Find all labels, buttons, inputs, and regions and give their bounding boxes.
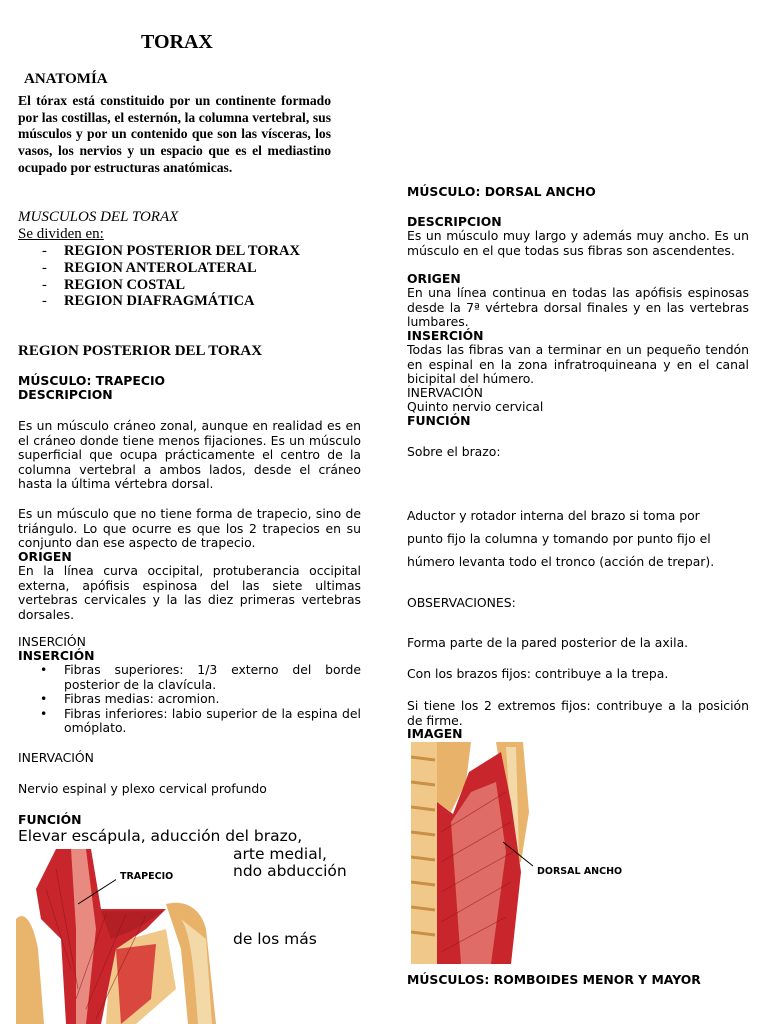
insercion-label: INSERCIÓN: [18, 648, 95, 663]
funcion-line: Aductor y rotador interna del brazo si toma por: [407, 508, 700, 523]
dorsal-origen-label: ORIGEN: [407, 271, 461, 286]
imagen-label: IMAGEN: [407, 726, 463, 741]
funcion-line: punto fijo la columna y tomando por punto fijo el: [407, 531, 711, 546]
dorsal-inervacion-label: INERVACIÓN: [407, 385, 483, 400]
romboides-heading: MÚSCULOS: ROMBOIDES MENOR Y MAYOR: [407, 972, 701, 987]
funcion-fragment-4: de los más: [233, 930, 317, 948]
funcion-fragment-2: arte medial,: [233, 845, 327, 863]
dorsal-ancho-figure: [411, 742, 631, 964]
insercion-label-plain: INSERCIÓN: [18, 634, 86, 649]
trapecio-figure: [16, 849, 232, 1024]
trapecio-heading: MÚSCULO: TRAPECIO: [18, 373, 166, 388]
dorsal-heading: MÚSCULO: DORSAL ANCHO: [407, 184, 596, 199]
insercion-item: • Fibras inferiores: labio superior de la espina del omóplato.: [18, 707, 361, 736]
insercion-list: [18, 663, 361, 736]
dorsal-insercion-label: INSERCIÓN: [407, 328, 484, 343]
descripcion-label: DESCRIPCION: [18, 387, 113, 402]
regions-list: [18, 243, 338, 310]
dorsal-ancho-illustration: [411, 742, 631, 964]
region-item: - REGION DIAFRAGMÁTICA: [18, 293, 338, 310]
anatomy-heading: ANATOMÍA: [24, 71, 108, 87]
origen-text: En la línea curva occipital, protuberancia occipital externa, apófisis espinosa del las siete ultimas vertebras cervicales y la las diez primeras vertebras dorsales.: [18, 563, 361, 622]
observacion-3: Si tiene los 2 extremos fijos: contribuye a la posición de firme.: [407, 698, 749, 728]
inervacion-label: INERVACIÓN: [18, 750, 94, 765]
sobre-brazo: Sobre el brazo:: [407, 444, 501, 459]
dorsal-descripcion-label: DESCRIPCION: [407, 214, 502, 229]
trapecio-illustration: [16, 849, 232, 1024]
trapecio-figure-label: TRAPECIO: [120, 871, 174, 882]
dorsal-origen-text: En una línea continua en todas las apófisis espinosas desde la 7ª vértebra dorsal finales y en las vertebras lumbares.: [407, 285, 749, 330]
funcion-label: FUNCIÓN: [18, 812, 82, 827]
dorsal-desc-text: Es un músculo muy largo y además muy ancho. Es un músculo en el que todas sus fibras son ascendentes.: [407, 228, 749, 258]
anatomy-paragraph: El tórax está constituido por un continente formado por las costillas, el esternón, la columna vertebral, sus músculos y por un contenido que son las vísceras, los vasos, los nervios y un espacio que es el mediastino ocupado por estructuras anatómicas.: [18, 93, 331, 175]
region-item: - REGION POSTERIOR DEL TORAX: [18, 243, 338, 260]
inervacion-text: Nervio espinal y plexo cervical profundo: [18, 781, 267, 796]
posterior-region-heading: REGION POSTERIOR DEL TORAX: [18, 343, 263, 359]
region-item: - REGION COSTAL: [18, 277, 338, 294]
dorsal-figure-label: DORSAL ANCHO: [537, 866, 623, 877]
muscles-heading: MUSCULOS DEL TORAX: [18, 209, 179, 225]
insercion-item: • Fibras medias: acromion.: [18, 692, 361, 707]
trapecio-desc-1: Es un músculo cráneo zonal, aunque en realidad es en el cráneo donde tiene menos fijaciones. Es un músculo superficial que ocupa prácticamente el centro de la columna vertebral a ambos lados, desde el cráneo hasta la última vértebra dorsal.: [18, 418, 361, 492]
observaciones-label: OBSERVACIONES:: [407, 595, 516, 610]
dorsal-inervacion-text: Quinto nervio cervical: [407, 399, 544, 414]
observacion-1: Forma parte de la pared posterior de la axila.: [407, 635, 689, 650]
funcion-line-1: Elevar escápula, aducción del brazo,: [18, 827, 303, 845]
trapecio-desc-2: Es un músculo que no tiene forma de trapecio, sino de triángulo. Lo que ocurre es que los 2 trapecios en su conjunto dan ese aspecto de trapecio.: [18, 506, 361, 551]
page-title: TORAX: [141, 31, 213, 53]
divided-label: Se dividen en:: [18, 226, 104, 242]
funcion-line: húmero levanta todo el tronco (acción de trepar).: [407, 554, 715, 569]
dorsal-funcion-label: FUNCIÓN: [407, 413, 471, 428]
origen-label: ORIGEN: [18, 549, 72, 564]
funcion-fragment-3: ndo abducción: [233, 862, 347, 880]
region-item: - REGION ANTEROLATERAL: [18, 260, 338, 277]
dorsal-insercion-text: Todas las fibras van a terminar en un pequeño tendón en espinal en la zona infratroquineana y en el canal bicipital del húmero.: [407, 342, 749, 387]
insercion-item: • Fibras superiores: 1/3 externo del borde posterior de la clavícula.: [18, 663, 361, 692]
observacion-2: Con los brazos fijos: contribuye a la trepa.: [407, 666, 669, 681]
